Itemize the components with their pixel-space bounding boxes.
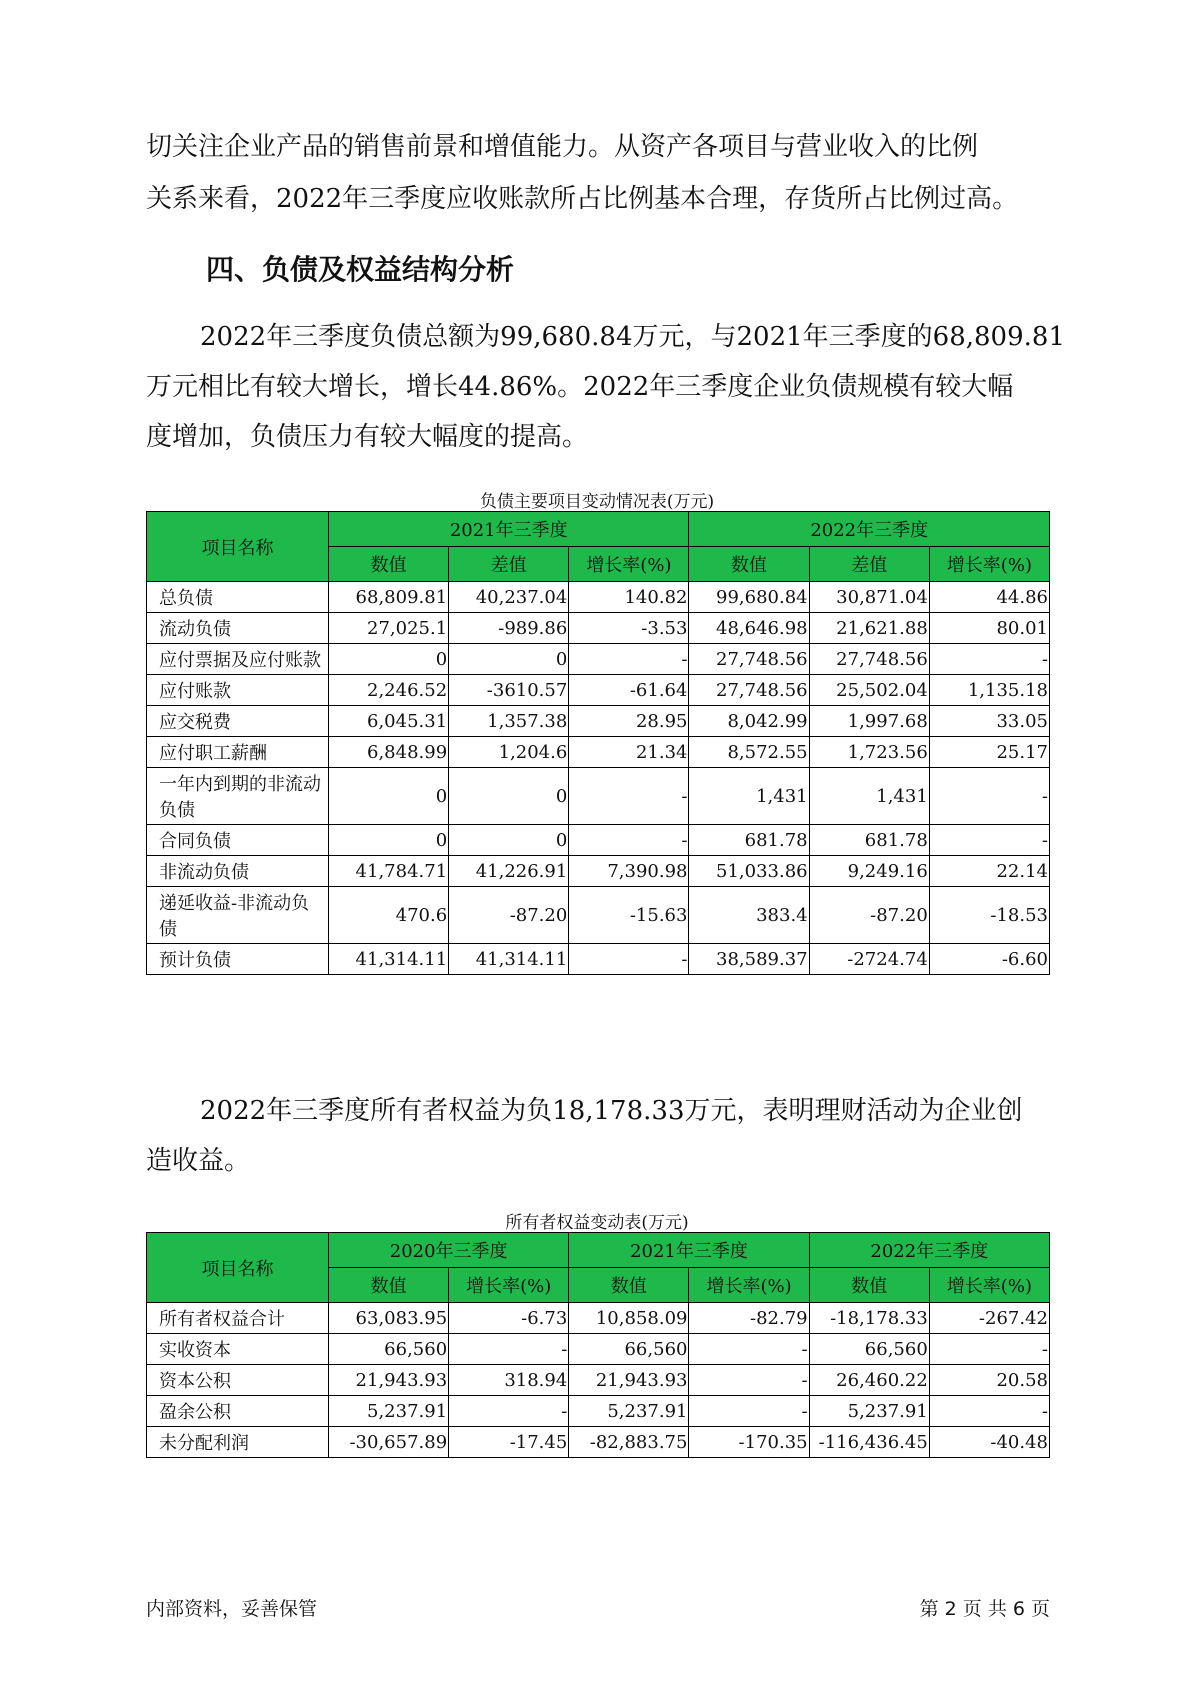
sub-header: 数值 (689, 547, 809, 582)
table-cell: - (569, 644, 689, 675)
table-caption: 负债主要项目变动情况表(万元) (479, 492, 715, 512)
section-heading: 四、负债及权益结构分析 (206, 253, 515, 286)
paragraph-line: 切关注企业产品的销售前景和增值能力。从资产各项目与营业收入的比例 (146, 132, 979, 162)
table-cell: -17.45 (449, 1427, 569, 1458)
period-header: 2021年三季度 (569, 1233, 809, 1268)
table-cell: -82.79 (689, 1303, 809, 1334)
sub-header: 数值 (329, 1268, 449, 1303)
table-cell: 41,784.71 (329, 856, 449, 887)
table-cell: 28.95 (569, 706, 689, 737)
table-cell: 22.14 (929, 856, 1049, 887)
row-label: 总负债 (147, 582, 329, 613)
table-cell: 26,460.22 (809, 1365, 929, 1396)
table-cell: 27,748.56 (689, 675, 809, 706)
table-cell: 27,025.1 (329, 613, 449, 644)
table-cell: 51,033.86 (689, 856, 809, 887)
table-cell: 21,943.93 (569, 1365, 689, 1396)
table-cell: 10,858.09 (569, 1303, 689, 1334)
item-header: 项目名称 (147, 1233, 329, 1303)
table-cell: 48,646.98 (689, 613, 809, 644)
table-cell: 5,237.91 (569, 1396, 689, 1427)
table-cell: 5,237.91 (809, 1396, 929, 1427)
table-row (147, 706, 1050, 737)
row-label: 应付职工薪酬 (147, 737, 329, 768)
row-label: 递延收益-非流动负债 (147, 887, 329, 944)
table-row (147, 737, 1050, 768)
table-cell: -87.20 (449, 887, 569, 944)
table-cell: 21,621.88 (809, 613, 929, 644)
table-cell: - (689, 1396, 809, 1427)
table-cell: 6,045.31 (329, 706, 449, 737)
table-row (147, 1303, 1050, 1334)
sub-header: 增长率(%) (689, 1268, 809, 1303)
sub-header: 数值 (329, 547, 449, 582)
table-caption: 所有者权益变动表(万元) (505, 1213, 689, 1233)
table-cell: 27,748.56 (809, 644, 929, 675)
row-label: 盈余公积 (147, 1396, 329, 1427)
table-cell: 41,314.11 (329, 944, 449, 975)
table-cell: 27,748.56 (689, 644, 809, 675)
row-label: 应交税费 (147, 706, 329, 737)
table-cell: 80.01 (929, 613, 1049, 644)
table-cell: 21,943.93 (329, 1365, 449, 1396)
paragraph-line: 2022年三季度所有者权益为负18,178.33万元，表明理财活动为企业创 (200, 1096, 1023, 1126)
table-cell: -40.48 (929, 1427, 1049, 1458)
table-cell: 1,204.6 (449, 737, 569, 768)
table-cell: 9,249.16 (809, 856, 929, 887)
table-cell: 66,560 (569, 1334, 689, 1365)
table-cell: -3.53 (569, 613, 689, 644)
table-cell: -18,178.33 (809, 1303, 929, 1334)
sub-header: 增长率(%) (569, 547, 689, 582)
table-cell: 38,589.37 (689, 944, 809, 975)
row-label: 非流动负债 (147, 856, 329, 887)
row-label: 资本公积 (147, 1365, 329, 1396)
table-cell: 0 (329, 825, 449, 856)
table-cell: - (929, 825, 1049, 856)
table-cell: 318.94 (449, 1365, 569, 1396)
period-header: 2022年三季度 (689, 512, 1050, 547)
table-row (147, 1334, 1050, 1365)
table-cell: 0 (449, 644, 569, 675)
paragraph-line: 万元相比有较大增长，增长44.86%。2022年三季度企业负债规模有较大幅 (146, 372, 1014, 402)
table-cell: -6.73 (449, 1303, 569, 1334)
table-cell: 63,083.95 (329, 1303, 449, 1334)
table-row (147, 675, 1050, 706)
page-number: 第 2 页 共 6 页 (919, 1598, 1050, 1620)
table-cell: 1,135.18 (929, 675, 1049, 706)
table-cell: -989.86 (449, 613, 569, 644)
row-label: 所有者权益合计 (147, 1303, 329, 1334)
table-cell: 30,871.04 (809, 582, 929, 613)
table-cell: 99,680.84 (689, 582, 809, 613)
paragraph-line: 度增加，负债压力有较大幅度的提高。 (146, 422, 589, 452)
row-label: 应付账款 (147, 675, 329, 706)
table-cell: 140.82 (569, 582, 689, 613)
row-label: 实收资本 (147, 1334, 329, 1365)
table-row (147, 644, 1050, 675)
table-cell: 25.17 (929, 737, 1049, 768)
table-row (147, 613, 1050, 644)
table-cell: -61.64 (569, 675, 689, 706)
table-cell: 41,314.11 (449, 944, 569, 975)
table-cell: 44.86 (929, 582, 1049, 613)
table-cell: - (569, 768, 689, 825)
table-cell: 68,809.81 (329, 582, 449, 613)
table-cell: 2,246.52 (329, 675, 449, 706)
table-cell: - (449, 1334, 569, 1365)
paragraph-line: 关系来看，2022年三季度应收账款所占比例基本合理，存货所占比例过高。 (146, 184, 1019, 214)
table-cell: 681.78 (809, 825, 929, 856)
table-cell: -3610.57 (449, 675, 569, 706)
table-cell: -267.42 (929, 1303, 1049, 1334)
table-cell: 7,390.98 (569, 856, 689, 887)
table-cell: - (689, 1334, 809, 1365)
table-cell: 40,237.04 (449, 582, 569, 613)
table-row (147, 582, 1050, 613)
table-cell: -18.53 (929, 887, 1049, 944)
table-row (147, 825, 1050, 856)
sub-header: 增长率(%) (449, 1268, 569, 1303)
row-label: 预计负债 (147, 944, 329, 975)
sub-header: 差值 (449, 547, 569, 582)
table-row (147, 944, 1050, 975)
table-cell: 6,848.99 (329, 737, 449, 768)
footer-note: 内部资料，妥善保管 (146, 1598, 318, 1620)
liability-table (146, 511, 1050, 975)
row-label: 合同负债 (147, 825, 329, 856)
sub-header: 增长率(%) (929, 1268, 1049, 1303)
period-header: 2022年三季度 (809, 1233, 1049, 1268)
table-cell: 383.4 (689, 887, 809, 944)
table-cell: -116,436.45 (809, 1427, 929, 1458)
sub-header: 数值 (809, 1268, 929, 1303)
table-cell: -170.35 (689, 1427, 809, 1458)
row-label: 一年内到期的非流动负债 (147, 768, 329, 825)
period-header: 2021年三季度 (329, 512, 689, 547)
table-cell: 1,997.68 (809, 706, 929, 737)
table-cell: 1,431 (689, 768, 809, 825)
table-row (147, 1365, 1050, 1396)
table-cell: - (569, 825, 689, 856)
table-cell: 8,572.55 (689, 737, 809, 768)
table-cell: 8,042.99 (689, 706, 809, 737)
table-cell: 1,357.38 (449, 706, 569, 737)
sub-header: 差值 (809, 547, 929, 582)
table-cell: 0 (449, 768, 569, 825)
table-cell: - (569, 944, 689, 975)
table-cell: 66,560 (329, 1334, 449, 1365)
table-cell: 20.58 (929, 1365, 1049, 1396)
table-row (147, 1427, 1050, 1458)
table-cell: 1,431 (809, 768, 929, 825)
table-cell: 0 (329, 768, 449, 825)
table-cell: - (929, 768, 1049, 825)
table-cell: 0 (449, 825, 569, 856)
table-cell: 66,560 (809, 1334, 929, 1365)
table-cell: - (689, 1365, 809, 1396)
table-cell: 5,237.91 (329, 1396, 449, 1427)
item-header: 项目名称 (147, 512, 329, 582)
row-label: 应付票据及应付账款 (147, 644, 329, 675)
equity-table (146, 1232, 1050, 1458)
table-row (147, 856, 1050, 887)
table-cell: - (449, 1396, 569, 1427)
table-cell: 681.78 (689, 825, 809, 856)
table-cell: 21.34 (569, 737, 689, 768)
paragraph-line: 2022年三季度负债总额为99,680.84万元，与2021年三季度的68,809.81 (200, 322, 1065, 352)
table-cell: - (929, 1334, 1049, 1365)
row-label: 流动负债 (147, 613, 329, 644)
table-cell: -87.20 (809, 887, 929, 944)
table-row (147, 768, 1050, 825)
table-cell: - (929, 1396, 1049, 1427)
table-row (147, 887, 1050, 944)
table-cell: 41,226.91 (449, 856, 569, 887)
sub-header: 增长率(%) (929, 547, 1049, 582)
table-cell: 25,502.04 (809, 675, 929, 706)
table-cell: 470.6 (329, 887, 449, 944)
table-cell: 0 (329, 644, 449, 675)
paragraph-line: 造收益。 (146, 1146, 251, 1176)
table-cell: -82,883.75 (569, 1427, 689, 1458)
table-cell: -6.60 (929, 944, 1049, 975)
table-cell: 33.05 (929, 706, 1049, 737)
table-row (147, 1396, 1050, 1427)
table-cell: - (929, 644, 1049, 675)
table-cell: -2724.74 (809, 944, 929, 975)
row-label: 未分配利润 (147, 1427, 329, 1458)
table-cell: 1,723.56 (809, 737, 929, 768)
table-cell: -15.63 (569, 887, 689, 944)
table-cell: -30,657.89 (329, 1427, 449, 1458)
sub-header: 数值 (569, 1268, 689, 1303)
period-header: 2020年三季度 (329, 1233, 569, 1268)
